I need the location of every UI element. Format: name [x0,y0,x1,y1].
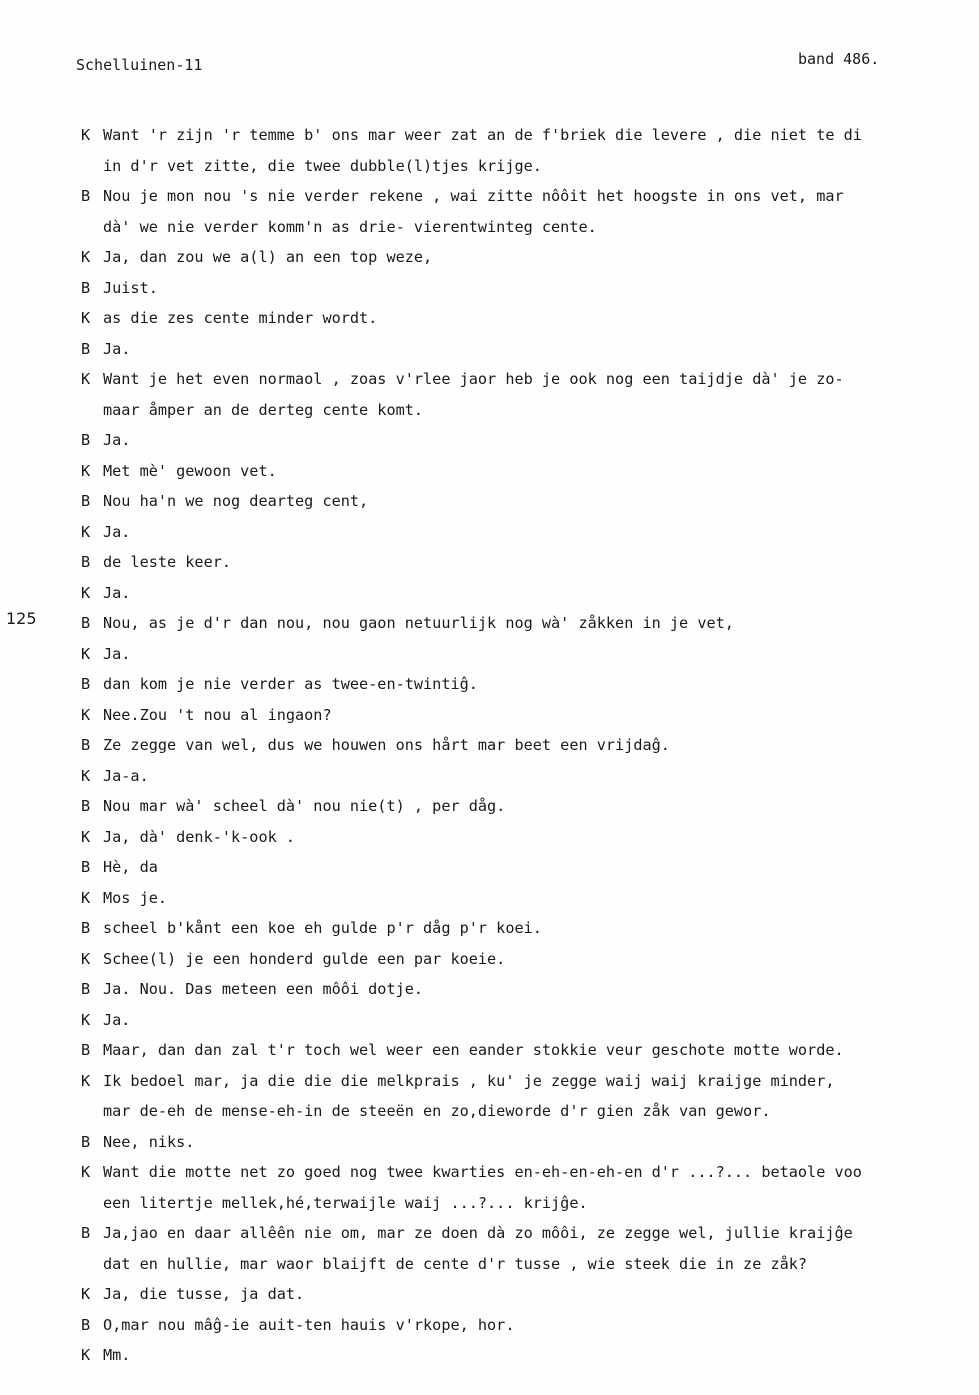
speaker-label: K [81,309,91,327]
speaker-label: B [81,431,91,449]
transcript-turn [81,1279,979,1310]
speech-text: Want 'r zijn 'r temme b' ons mar weer zat an de f'briek die levere , die niet te di in d'r vet zitte, die twee dubble(l)tjes krijge. [103,126,862,175]
speaker-label: B [81,187,91,205]
speaker-label: B [81,278,91,297]
transcript-turn [81,944,979,975]
speech-text: Nou mar wà' scheel dà' nou nie(t) , per dåg. [103,797,506,815]
speaker-label: K [81,126,91,144]
speech-text: dan kom je nie verder as twee-en-twintiĝ. [103,675,478,693]
speech-text: as die zes cente minder wordt. [103,309,378,327]
speaker-label: K [81,949,91,968]
transcript-turn [81,578,979,609]
transcript-turn [81,273,979,304]
transcript-turn [81,303,979,334]
speaker-label: B [81,1315,91,1334]
transcript-turn [81,761,979,792]
transcript-turn [81,974,979,1005]
speaker-label: B [81,919,91,937]
transcript-turn [81,700,979,731]
transcript-turn [81,517,979,548]
transcript-turn [81,1127,979,1158]
speech-text: O,mar nou mâĝ-ie auit-ten hauis v'rkope, hor. [103,1315,515,1334]
transcript-turn [81,1035,979,1066]
speech-text: Ja. [103,522,131,541]
speaker-label: K [81,370,91,388]
transcript-turn [81,822,979,853]
speech-text: Ik bedoel mar, ja die die die melkprais , ku' je zegge waij waij kraijge minder, mar de-eh de mense-eh-in de steeën en zo,dieworde d'r gien zåk van gewor. [103,1071,835,1120]
speech-text: Ja,jao en daar allêên nie om, mar ze doen dà zo môôi, ze zegge wel, jullie kraijĝe dat en hullie, mar waor blaijft de cente d'r tusse , wie steek die in ze zåk? [103,1224,853,1273]
speaker-label: K [81,888,91,907]
speaker-label: K [81,461,91,480]
speech-text: Juist. [103,278,158,297]
transcript-turn [81,639,979,670]
speech-text: Schee(l) je een honderd gulde een par koeie. [103,949,506,968]
transcript-turn [81,181,979,242]
speech-text: Ze zegge van wel, dus we houwen ons hårt mar beet een vrijdaĝ. [103,736,670,754]
speech-text: Mm. [103,1346,131,1364]
speaker-label: K [81,522,91,541]
transcript-turn [81,456,979,487]
speaker-label: K [81,827,91,846]
speaker-label: B [81,614,91,632]
transcript-turn [81,1157,979,1218]
transcript-turn [81,547,979,578]
speaker-label: K [81,644,91,663]
band-number: band 486. [798,50,880,68]
transcript-turn [81,852,979,883]
speaker-label: B [81,1041,91,1059]
speaker-label: K [81,705,91,724]
transcript-turn [81,913,979,944]
speech-text: Nou, as je d'r dan nou, nou gaon netuurlijk nog wà' zåkken in je vet, [103,614,734,632]
speech-text: Ja-a. [103,766,149,785]
speaker-label: K [81,583,91,602]
speech-text: Ja. [103,583,131,602]
transcript-body [81,120,979,1371]
speech-text: Ja. [103,1010,131,1029]
speaker-label: B [81,797,91,815]
speech-text: Maar, dan dan zal t'r toch wel weer een eander stokkie veur geschote motte worde. [103,1041,844,1059]
speech-text: scheel b'kånt een koe eh gulde p'r dåg p'r koei. [103,919,542,937]
speech-text: Ja, die tusse, ja dat. [103,1285,305,1303]
transcript-turn [81,730,979,761]
speaker-label: K [81,1010,91,1029]
speech-text: Hè, da [103,858,158,876]
speech-text: Ja. [103,339,131,358]
speaker-label: K [81,1071,91,1090]
speech-text: Want die motte net zo goed nog twee kwarties en-eh-en-eh-en d'r ...?... betaole voo een litertje mellek,hé,terwaijle waij ...?... krijĝe. [103,1163,862,1212]
speaker-label: B [81,492,91,510]
speaker-label: K [81,1163,91,1181]
transcript-turn [81,486,979,517]
speaker-label: K [81,248,91,266]
speaker-label: B [81,980,91,998]
transcript-turn [81,1310,979,1341]
speech-text: Ja. [103,431,131,449]
speaker-label: B [81,675,91,693]
speech-text: de leste keer. [103,553,232,571]
speech-text: Ja. [103,644,131,663]
speech-text: Nee, niks. [103,1132,195,1151]
transcript-turn [81,1340,979,1371]
speaker-label: B [81,858,91,876]
speech-text: Met mè' gewoon vet. [103,461,277,480]
transcript-turn [81,1218,979,1279]
transcript-turn [81,242,979,273]
transcript-turn [81,120,979,181]
speech-text: Nou ha'n we nog dearteg cent, [103,492,369,510]
document-title: Schelluinen-11 [76,56,203,74]
speaker-label: B [81,1132,91,1151]
transcript-turn [81,1005,979,1036]
transcript-turn [81,669,979,700]
transcript-turn [81,334,979,365]
speech-text: Mos je. [103,888,168,907]
speech-text: Ja. Nou. Das meteen een môôi dotje. [103,980,424,998]
speaker-label: B [81,339,91,358]
speech-text: Want je het even normaol , zoas v'rlee jaor heb je ook nog een taijdje dà' je zo- maar åmper an de derteg cente komt. [103,370,844,419]
speaker-label: K [81,1285,91,1303]
speaker-label: B [81,1224,91,1242]
transcript-turn [81,791,979,822]
transcript-turn [81,1066,979,1127]
line-number: 125 [6,609,37,628]
speech-text: Ja, dà' denk-'k-ook . [103,827,296,846]
speaker-label: K [81,1346,91,1364]
speaker-label: B [81,736,91,754]
speech-text: Ja, dan zou we a(l) an een top weze, [103,248,433,266]
transcript-turn [81,883,979,914]
transcript-turn [81,425,979,456]
speaker-label: B [81,553,91,571]
transcript-turn [81,364,979,425]
speaker-label: K [81,766,91,785]
transcript-turn [81,608,979,639]
speech-text: Nou je mon nou 's nie verder rekene , wai zitte nôôit het hoogste in ons vet, mar dà' we nie verder komm'n as drie- vierentwinteg cente. [103,187,844,236]
speech-text: Nee.Zou 't nou al ingaon? [103,705,332,724]
